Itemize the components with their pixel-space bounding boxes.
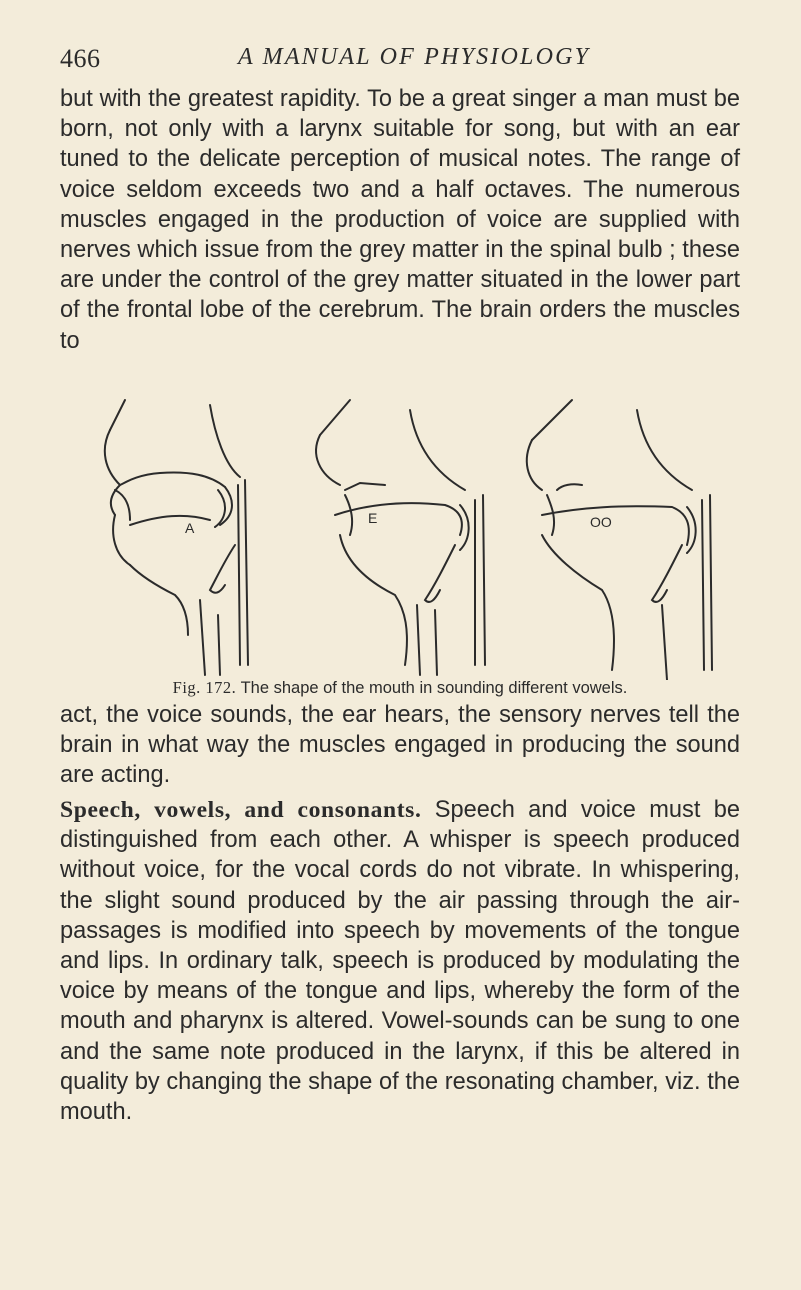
running-title: A MANUAL OF PHYSIOLOGY: [238, 44, 591, 70]
paragraph-2: act, the voice sounds, the ear hears, the sensory nerves tell the brain in what way the muscles engaged in producing the sound are acting.: [60, 702, 740, 789]
page-header: [60, 44, 750, 78]
page-number: 466: [60, 44, 101, 73]
panel-a-drawing: [105, 400, 248, 675]
figure-caption-text: The shape of the mouth in sounding different vowels.: [240, 679, 628, 697]
mouth-shape-illustration: [100, 395, 720, 680]
paragraph-3-text: Speech and voice must be distinguished from each other. A whisper is speech produced without voice, for the vocal cords do not vibrate. In whispering, the slight sound produced by the air passing through the air-passages is modified into speech by movements of the tongue and lips. In ordinary talk, speech is produced by modulating the voice by means of the tongue and lips, whereby the form of the mouth and pharynx is altered. Vowel-sounds can be sung to one and the same note produced in the larynx, if this be altered in quality by changing the shape of the resonating chamber, viz. the mouth.: [60, 797, 740, 1126]
paragraph-1: but with the greatest rapidity. To be a great singer a man must be born, not only with a larynx suitable for song, but with an ear tuned to the delicate perception of musical notes. The range of voice seldom exceeds two and a half octaves. The numerous muscles engaged in the production of voice are supplied with nerves which issue from the grey matter in the spinal bulb ; these are under the control of the grey matter situated in the lower part of the frontal lobe of the cerebrum. The brain orders the muscles to: [60, 86, 740, 354]
panel-oo-drawing: [527, 400, 712, 680]
panel-label-a: A: [185, 520, 195, 536]
figure-caption: [60, 678, 740, 698]
panel-e-drawing: [316, 400, 485, 675]
section-heading: Speech, vowels, and consonants.: [60, 797, 422, 823]
figure-172: [100, 395, 720, 680]
panel-label-oo: OO: [590, 514, 612, 530]
figure-label: Fig. 172.: [172, 678, 237, 697]
paragraph-3: [60, 795, 740, 1127]
panel-label-e: E: [368, 510, 378, 526]
